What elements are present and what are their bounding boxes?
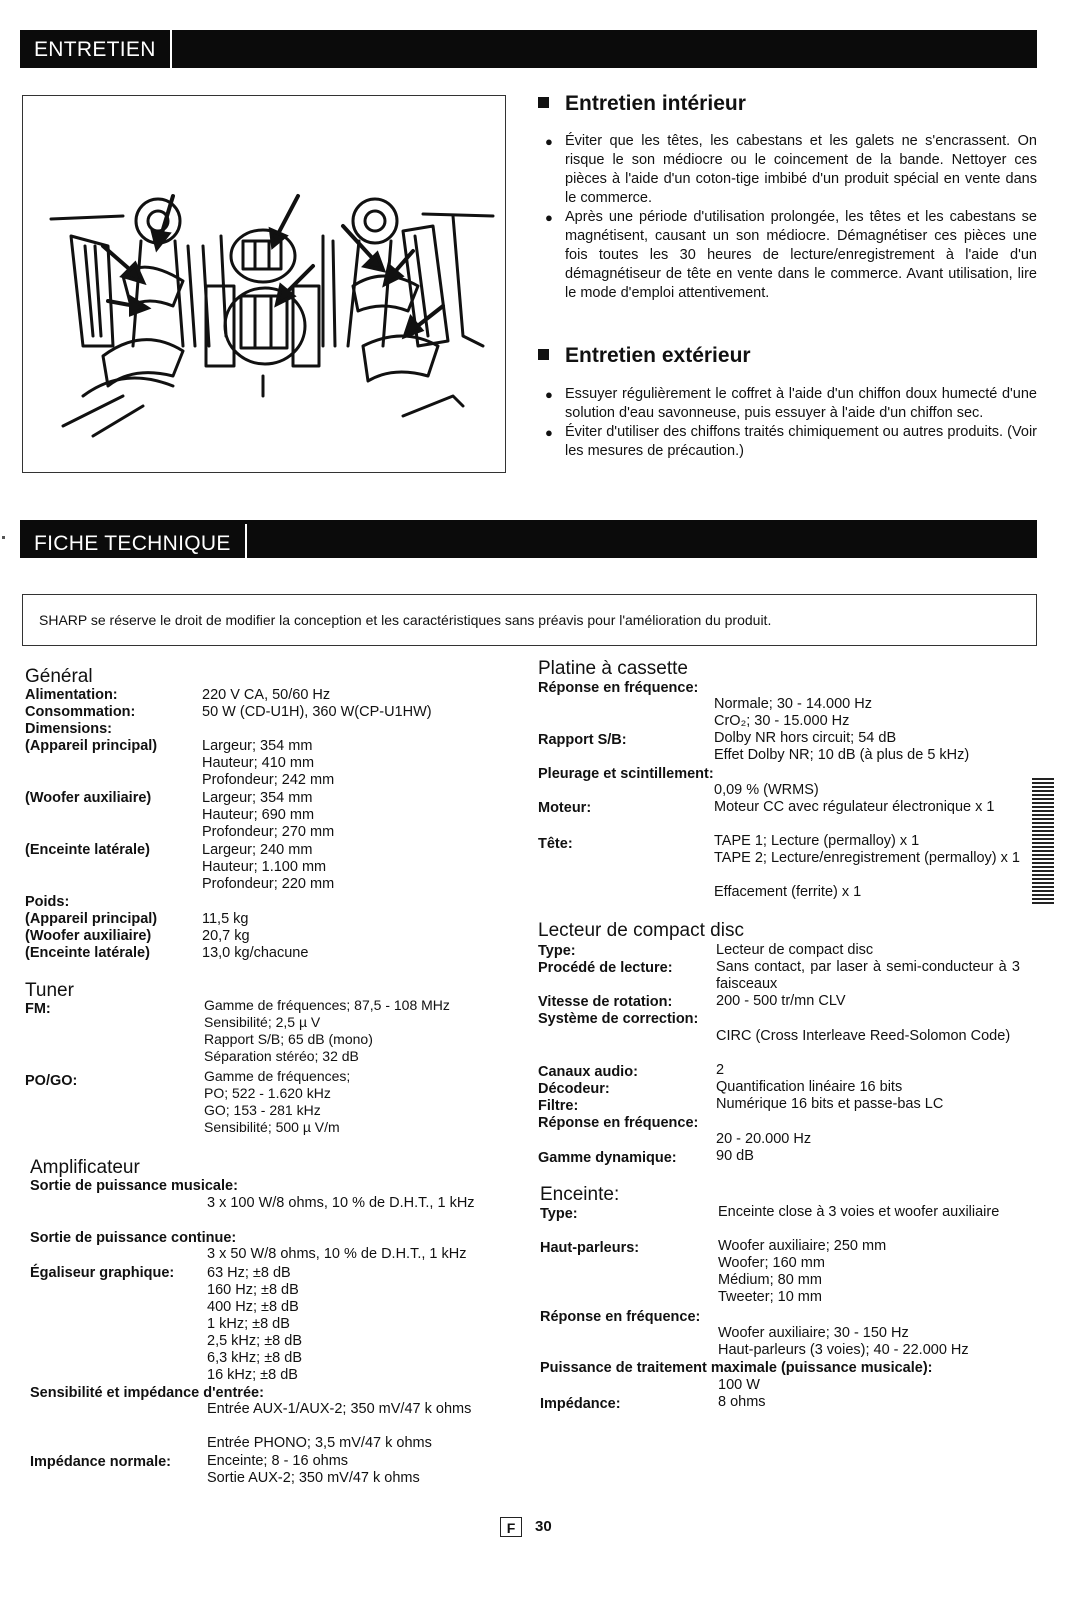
label: (Enceinte latérale)	[25, 842, 150, 858]
value: 50 W (CD-U1H), 360 W(CP-U1HW)	[202, 704, 432, 720]
value: 400 Hz; ±8 dB	[207, 1299, 299, 1315]
section-heading-amplificateur: Amplificateur	[30, 1157, 140, 1178]
label: Puissance de traitement maximale (puissance musicale):	[540, 1360, 933, 1376]
value-stack	[202, 790, 334, 841]
label: Gamme dynamique:	[538, 1150, 677, 1166]
value: Sensibilité; 500 µ V/m	[204, 1119, 340, 1135]
value: 6,3 kHz; ±8 dB	[207, 1350, 303, 1366]
value: 160 Hz; ±8 dB	[207, 1282, 299, 1298]
value: CrO₂; 30 - 15.000 Hz	[714, 713, 850, 729]
value: Médium; 80 mm	[718, 1272, 822, 1288]
label: Égaliseur graphique:	[30, 1265, 175, 1281]
value-stack	[207, 1265, 302, 1384]
label: Alimentation:	[25, 687, 118, 703]
section-heading-tuner: Tuner	[25, 980, 74, 1001]
label: Système de correction:	[538, 1011, 699, 1027]
value: Moteur CC avec régulateur électronique x 1	[714, 799, 995, 815]
list-item: ● Éviter que les têtes, les cabestans et les galets ne s'encrassent. On risque le son médiocre ou le coincement de la bande. Nettoyer ces pièces à l'aide d'un coton-tige imbibé d'un produit spécial en vente dans le commerce.	[545, 132, 1037, 208]
value-stack	[202, 738, 334, 789]
value-stack	[204, 997, 450, 1065]
label: Type:	[538, 943, 576, 959]
value: Sans contact, par laser à semi-conducteur à 3 faisceaux	[716, 959, 1020, 992]
value: 200 - 500 tr/mn CLV	[716, 993, 846, 1009]
list-item: ● Éviter d'utiliser des chiffons traités chimiquement ou autres produits. (Voir les mesures de précaution.)	[545, 423, 1037, 461]
label: Réponse en fréquence:	[538, 1115, 699, 1131]
value: Normale; 30 - 14.000 Hz	[714, 696, 872, 712]
value: Effet Dolby NR; 10 dB (à plus de 5 kHz)	[714, 747, 970, 763]
value-stack	[207, 1453, 420, 1487]
value: 8 ohms	[718, 1394, 766, 1410]
label: Haut-parleurs:	[540, 1240, 640, 1256]
value: Woofer; 160 mm	[718, 1255, 825, 1271]
value: Séparation stéréo; 32 dB	[204, 1048, 359, 1064]
section-heading-enceinte: Enceinte:	[540, 1184, 620, 1205]
value: Profondeur; 242 mm	[202, 772, 335, 788]
value: Entrée AUX-1/AUX-2; 350 mV/47 k ohms	[207, 1401, 472, 1417]
value: TAPE 1; Lecture (permalloy) x 1	[714, 833, 920, 849]
section-heading-lecteur: Lecteur de compact disc	[538, 920, 744, 941]
value: GO; 153 - 281 kHz	[204, 1102, 321, 1118]
label: Rapport S/B:	[538, 732, 627, 748]
label: Réponse en fréquence:	[538, 680, 699, 696]
value-stack	[718, 1238, 886, 1306]
value: Numérique 16 bits et passe-bas LC	[716, 1096, 944, 1112]
label: Impédance:	[540, 1396, 621, 1412]
value: 2,5 kHz; ±8 dB	[207, 1333, 303, 1349]
list-item: ● Essuyer régulièrement le coffret à l'aide d'un chiffon doux humecté d'une solution d'eau savonneuse, puis essuyer à l'aide d'un chiffon sec.	[545, 385, 1037, 423]
list-item: ● Après une période d'utilisation prolongée, les têtes et les cabestans se magnétisent, causant un son médiocre. Démagnétiser ces pièces une fois toutes les 30 heures de lecture/enregistrement à l'aide d'un démagnétiseur de tête en vente dans le commerce. Avant utilisation, lire le mode d'emploi attentivement.	[545, 208, 1037, 303]
value: 13,0 kg/chacune	[202, 945, 309, 961]
label: Décodeur:	[538, 1081, 610, 1097]
section-heading-general: Général	[25, 666, 93, 687]
fiche-header-bar	[20, 520, 1037, 558]
entretien-exterieur-list	[545, 385, 1037, 461]
value: 2	[716, 1062, 725, 1078]
page-language-box: F	[500, 1517, 522, 1537]
value: 1 kHz; ±8 dB	[207, 1316, 290, 1332]
entretien-header-bar	[20, 30, 1037, 68]
label: Pleurage et scintillement:	[538, 766, 714, 782]
cassette-mechanism-illustration	[22, 95, 506, 473]
value: PO; 522 - 1.620 kHz	[204, 1085, 331, 1101]
value: 20 - 20.000 Hz	[716, 1131, 812, 1147]
value: Enceinte; 8 - 16 ohms	[207, 1453, 349, 1469]
value: 0,09 % (WRMS)	[714, 782, 819, 798]
label: Sortie de puissance musicale:	[30, 1178, 238, 1194]
entretien-interieur-heading: Entretien intérieur	[538, 92, 746, 116]
value: Effacement (ferrite) x 1	[714, 884, 862, 900]
value: Sensibilité; 2,5 µ V	[204, 1014, 321, 1030]
value: Woofer auxiliaire; 30 - 150 Hz	[718, 1325, 909, 1341]
value-stack	[202, 842, 334, 893]
value-stack	[714, 730, 969, 764]
value: 11,5 kg	[202, 911, 249, 927]
value: Sortie AUX-2; 350 mV/47 k ohms	[207, 1470, 420, 1486]
entretien-interieur-list	[545, 132, 1037, 303]
value: 16 kHz; ±8 dB	[207, 1367, 298, 1383]
label: Vitesse de rotation:	[538, 994, 673, 1010]
label: Filtre:	[538, 1098, 579, 1114]
value: Gamme de fréquences; 87,5 - 108 MHz	[204, 997, 450, 1013]
square-bullet-icon	[538, 349, 549, 360]
value: Profondeur; 220 mm	[202, 876, 335, 892]
entretien-exterieur-heading: Entretien extérieur	[538, 344, 751, 368]
value: Hauteur; 410 mm	[202, 755, 315, 771]
value: Enceinte close à 3 voies et woofer auxiliaire	[718, 1204, 1000, 1220]
value: Hauteur; 1.100 mm	[202, 859, 327, 875]
section-heading-platine: Platine à cassette	[538, 658, 688, 679]
value: CIRC (Cross Interleave Reed-Solomon Code)	[716, 1028, 1011, 1044]
label: Sortie de puissance continue:	[30, 1230, 237, 1246]
value: Dolby NR hors circuit; 54 dB	[714, 730, 897, 746]
value: Quantification linéaire 16 bits	[716, 1079, 903, 1095]
label: (Woofer auxiliaire)	[25, 790, 152, 806]
value: Profondeur; 270 mm	[202, 824, 335, 840]
label: Consommation:	[25, 704, 136, 720]
value: Lecteur de compact disc	[716, 942, 874, 958]
fiche-title: FICHE TECHNIQUE	[20, 524, 247, 562]
label: Poids:	[25, 894, 70, 910]
page-number: 30	[535, 1518, 552, 1535]
entretien-title: ENTRETIEN	[20, 30, 172, 68]
value: TAPE 2; Lecture/enregistrement (permalloy) x 1	[714, 850, 1020, 866]
value: Entrée PHONO; 3,5 mV/47 k ohms	[207, 1435, 432, 1451]
value-stack	[204, 1068, 350, 1136]
label: (Appareil principal)	[25, 738, 158, 754]
index-marks	[1032, 778, 1054, 904]
label: Procédé de lecture:	[538, 960, 673, 976]
label: Type:	[540, 1206, 578, 1222]
notice-box	[22, 594, 1037, 646]
value: Hauteur; 690 mm	[202, 807, 315, 823]
square-bullet-icon	[538, 97, 549, 108]
value: Largeur; 354 mm	[202, 738, 313, 754]
value: 90 dB	[716, 1148, 754, 1164]
label: PO/GO:	[25, 1073, 78, 1089]
label: Sensibilité et impédance d'entrée:	[30, 1385, 264, 1401]
value: 100 W	[718, 1377, 760, 1393]
label: Tête:	[538, 836, 573, 852]
value-stack	[718, 1325, 969, 1359]
label: Dimensions:	[25, 721, 113, 737]
label: (Enceinte latérale)	[25, 945, 150, 961]
label: (Woofer auxiliaire)	[25, 928, 152, 944]
label: Canaux audio:	[538, 1064, 638, 1080]
value: 20,7 kg	[202, 928, 250, 944]
label: Impédance normale:	[30, 1454, 172, 1470]
value: Largeur; 354 mm	[202, 790, 313, 806]
value: 220 V CA, 50/60 Hz	[202, 687, 331, 703]
value: Haut-parleurs (3 voies); 40 - 22.000 Hz	[718, 1342, 969, 1358]
value: Woofer auxiliaire; 250 mm	[718, 1238, 887, 1254]
notice-text: SHARP se réserve le droit de modifier la conception et les caractéristiques sans préavis pour l'amélioration du produit.	[39, 612, 772, 628]
margin-mark	[2, 536, 5, 539]
value: 3 x 100 W/8 ohms, 10 % de D.H.T., 1 kHz	[207, 1195, 475, 1211]
value: 63 Hz; ±8 dB	[207, 1265, 291, 1281]
label: Réponse en fréquence:	[540, 1309, 701, 1325]
value: Tweeter; 10 mm	[718, 1289, 822, 1305]
value-stack	[714, 696, 872, 730]
value: Largeur; 240 mm	[202, 842, 313, 858]
label: Moteur:	[538, 800, 592, 816]
value: Rapport S/B; 65 dB (mono)	[204, 1031, 373, 1047]
label: (Appareil principal)	[25, 911, 158, 927]
tape-heads-drawing	[23, 96, 507, 474]
value: 3 x 50 W/8 ohms, 10 % de D.H.T., 1 kHz	[207, 1246, 467, 1262]
label: FM:	[25, 1001, 51, 1017]
value: Gamme de fréquences;	[204, 1068, 351, 1084]
